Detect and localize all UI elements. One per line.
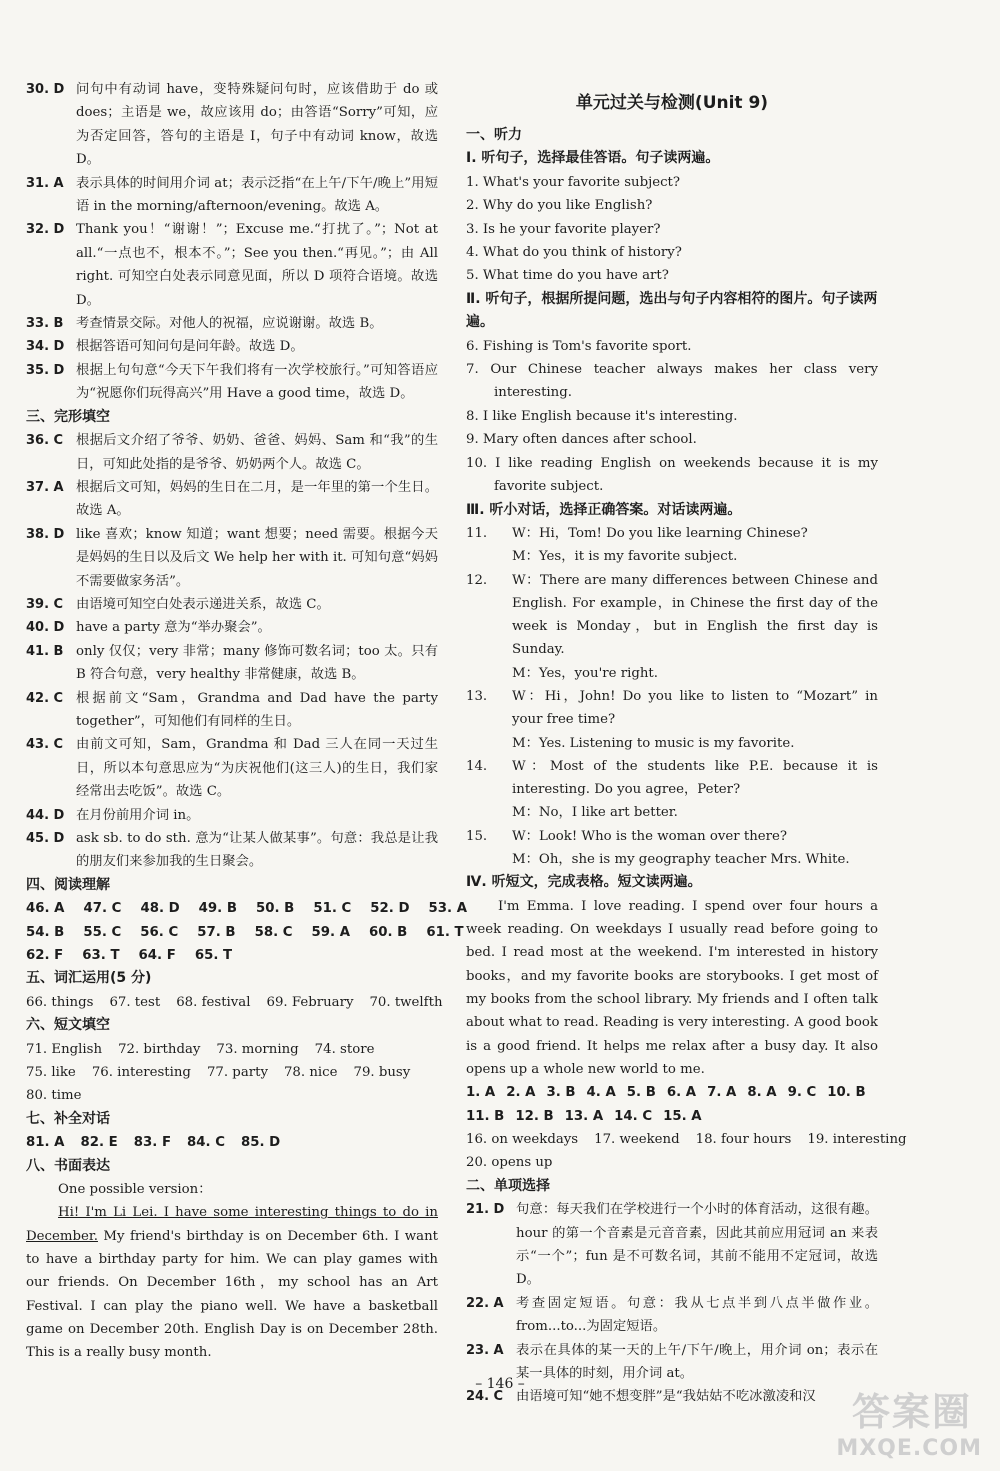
answer-cell: [370, 901, 409, 916]
answer-number: 31. A: [26, 175, 64, 191]
answer-item: [26, 312, 438, 335]
table-fill-answers: [466, 1128, 907, 1175]
answer-explanation: 根据上句句意“今天下午我们将有一次学校旅行。”可知答语应为“祝愿你们玩得高兴”用 Have a good time，故选 D。: [76, 362, 438, 402]
essay-intro: One possible version：: [58, 1182, 212, 1198]
answer-explanation: 在月份前用介词 in。: [76, 807, 200, 823]
answer-explanation: 根据前文“Sam，Grandma and Dad have the party together”，可知他们有同样的生日。: [76, 690, 438, 729]
answer-cell: 17. weekend: [594, 1131, 680, 1147]
answer-row: [26, 1131, 438, 1154]
answer-cell: [140, 901, 179, 916]
answer-cell-text: 50. B: [256, 901, 295, 917]
answer-cell: [312, 925, 350, 940]
answer-number: 34. D: [26, 339, 65, 355]
part2-sentences: [466, 335, 878, 499]
answer-cell: [197, 925, 235, 940]
answer-cell-text: 61. T: [426, 924, 464, 940]
answer-cell: [466, 1109, 504, 1124]
answer-explanation: 根据后文可知，妈妈的生日在二月，是一年里的第一个生日。故选 A。: [76, 479, 438, 519]
answer-cell-text: 7. A: [707, 1085, 737, 1101]
part3-heading: Ⅲ. 听小对话，选择正确答案。对话读两遍。: [466, 501, 742, 518]
answers-36-45: [26, 429, 438, 874]
dialog-number: 11.: [466, 525, 488, 541]
answer-explanation: like 喜欢；know 知道；want 想要；need 需要。根据今天是妈妈的生日以及后文 We help her with it. 可知句意“妈妈不需要做家务活”。: [76, 526, 438, 589]
answer-cell: [313, 901, 351, 916]
answer-cell-text: 1. A: [466, 1085, 496, 1101]
answer-item: [26, 687, 438, 734]
listening-passage: I'm Emma. I love reading. I spend over four hours a week reading. On weekdays I usually read before going to bed. I read most at the weekend. I'm interested in history books，and my favorite books are storybooks. I get most of my books from the school library. My friends and I often talk about what to read. Reading is very interesting. A good book is a good friend. It helps me relax after a busy day. It also opens up a whole new world to me.: [466, 898, 878, 1077]
answer-cell: 73. morning: [216, 1041, 299, 1057]
answer-cell-text: 54. B: [26, 924, 65, 940]
answer-cell: [546, 1085, 575, 1100]
answer-cell: [134, 1135, 171, 1150]
answer-cell-text: 49. B: [198, 901, 237, 917]
answer-explanation: 问句中有动词 have，变特殊疑问句时，应该借助于 do 或does；主语是 we，故应该用 do；由答语“Sorry”可知，应为否定回答，答句的主语是 I，句子中有动词 know，故选 D。: [76, 82, 438, 168]
answer-cell: [515, 1109, 553, 1124]
answer-cell: [255, 925, 293, 940]
answer-item: [466, 1292, 878, 1339]
answer-cell-text: 64. F: [138, 948, 176, 964]
answer-cell: 18. four hours: [695, 1131, 792, 1147]
answer-cell: [614, 1109, 652, 1124]
answer-cell: [26, 948, 63, 963]
answer-item: [26, 827, 438, 874]
answer-cell: [241, 1135, 280, 1150]
answer-cell: 16. on weekdays: [466, 1131, 579, 1147]
answer-cell: 66. things: [26, 994, 94, 1010]
answer-explanation: 根据答语可知问句是问年龄。故选 D。: [76, 339, 304, 355]
dialog-item: [466, 522, 878, 569]
answer-cell: 72. birthday: [118, 1041, 201, 1057]
answer-cell: 75. like: [26, 1065, 76, 1081]
answer-cell: [83, 925, 121, 940]
answer-item: [26, 523, 438, 593]
answer-explanation: 表示在具体的某一天的上午/下午/晚上，用介词 on；表示在某一具体的时刻，用介词 at。: [516, 1342, 878, 1382]
answer-cell: [140, 925, 178, 940]
answer-number: 33. B: [26, 316, 64, 332]
section-vocab-heading: 五、词汇运用(5 分): [26, 970, 152, 987]
answer-item: [26, 476, 438, 523]
dialog-woman-line: W：Most of the students like P.E. because it is interesting. Do you agree，Peter?: [512, 758, 878, 798]
answer-row: [26, 991, 443, 1014]
answer-cell: [82, 948, 119, 963]
answer-cell-text: 63. T: [82, 948, 120, 964]
answer-item: [466, 1198, 878, 1292]
answer-explanation: 由前文可知，Sam，Grandma 和 Dad 三人在同一天过生日，所以本句意思应为“为庆祝他们(这三人)的生日，我们家经常出去吃饭”。故选 C。: [76, 737, 438, 800]
dialog-number: 12.: [466, 572, 488, 588]
answer-explanation: 考查固定短语。句意：我从七点半到八点半做作业。from...to...为固定短语。: [516, 1295, 878, 1335]
answer-cell: [506, 1085, 535, 1100]
answer-number: 37. A: [26, 479, 64, 495]
section-passage-fill-heading: 六、短文填空: [26, 1017, 110, 1034]
answer-cell-text: 56. C: [140, 924, 179, 940]
answer-cell-text: 14. C: [614, 1108, 653, 1124]
answer-number: 30. D: [26, 82, 65, 97]
answer-explanation: 表示具体的时间用介词 at；表示泛指“在上午/下午/晚上”用短语 in the morning/afternoon/evening。故选 A。: [76, 175, 438, 215]
answer-cell: 70. twelfth: [369, 994, 443, 1010]
answer-cell-text: 12. B: [515, 1108, 554, 1124]
answer-cell: [369, 925, 407, 940]
reading-answers: [26, 897, 467, 967]
answer-item: [26, 429, 438, 476]
sentence-item: 10. I like reading English on weekends because it is my favorite subject.: [466, 455, 878, 495]
dialog-item: [466, 755, 878, 825]
answer-cell: [26, 901, 64, 916]
dialog-man-line: M：Yes，it is my favorite subject.: [512, 549, 738, 565]
answer-item: [26, 593, 438, 616]
sentence-item: 8. I like English because it's interesting.: [466, 408, 738, 424]
answer-number: 41. B: [26, 643, 64, 659]
answer-cell-text: 9. C: [787, 1085, 817, 1101]
answer-cell-text: 51. C: [313, 901, 352, 917]
section-dialog-heading: 七、补全对话: [26, 1110, 110, 1127]
answer-cell: [195, 948, 232, 963]
answer-item: [26, 804, 438, 827]
answer-number: 22. A: [466, 1295, 504, 1311]
answer-cell: 20. opens up: [466, 1155, 553, 1171]
dialog-number: 13.: [466, 688, 488, 704]
answer-cell: 80. time: [26, 1088, 82, 1104]
answer-cell: [565, 1109, 603, 1124]
answer-explanation: 根据后文介绍了爷爷、奶奶、爸爸、妈妈、Sam 和“我”的生日，可知此处指的是爷爷、奶奶两个人。故选 C。: [76, 433, 438, 472]
answer-cell: [199, 901, 237, 916]
answer-row: [26, 897, 467, 920]
answer-item: [26, 78, 438, 172]
answer-row: [466, 1151, 878, 1174]
sentence-item: 1. What's your favorite subject?: [466, 174, 681, 190]
answer-row: [26, 1084, 438, 1107]
answer-cell-text: 46. A: [26, 901, 65, 917]
answer-item: [26, 733, 438, 803]
left-column: [26, 78, 467, 1364]
answer-cell: 79. busy: [353, 1065, 411, 1081]
answer-item: [26, 172, 438, 219]
answer-explanation: 由语境可知空白处表示递进关系，故选 C。: [76, 596, 330, 612]
answer-cell-text: 8. A: [747, 1085, 777, 1101]
answer-item: [26, 335, 438, 358]
answer-cell: [663, 1109, 701, 1124]
answer-number: 39. C: [26, 596, 64, 612]
page-number: – 146 –: [475, 1376, 525, 1392]
answer-cell-text: 65. T: [194, 948, 233, 964]
answer-cell-text: 4. A: [586, 1085, 616, 1101]
vocab-answers: [26, 991, 443, 1014]
answer-cell-text: 81. A: [26, 1135, 65, 1151]
dialog-woman-line: W：Look! Who is the woman over there?: [512, 828, 788, 844]
answer-cell: 67. test: [109, 994, 161, 1010]
dialog-number: 15.: [466, 828, 488, 844]
answer-cell-text: 47. C: [83, 901, 122, 917]
answer-cell: 74. store: [314, 1041, 375, 1057]
answer-cell-text: 85. D: [241, 1135, 281, 1151]
dialog-number: 14.: [466, 758, 488, 774]
answer-cell: [80, 1135, 117, 1150]
answer-cell-text: 5. B: [626, 1085, 656, 1101]
sentence-item: 5. What time do you have art?: [466, 268, 669, 284]
part3-dialogs: [466, 522, 878, 871]
dialog-man-line: M：Yes. Listening to music is my favorite.: [512, 735, 795, 751]
answer-number: 45. D: [26, 831, 65, 846]
section-reading-heading: 四、阅读理解: [26, 876, 110, 893]
answer-cell: 78. nice: [283, 1065, 338, 1081]
sentence-item: 9. Mary often dances after school.: [466, 432, 697, 448]
answer-number: 40. D: [26, 620, 65, 636]
answer-number: 44. D: [26, 807, 65, 823]
right-column: [466, 78, 907, 1409]
answer-cell-text: 60. B: [369, 924, 408, 940]
dialog-woman-line: W：Hi，Tom! Do you like learning Chinese?: [512, 525, 808, 541]
answer-cell: [256, 901, 294, 916]
answer-explanation: Thank you！“谢谢！”；Excuse me.“打扰了。”；Not at all.“一点也不，根本不。”；See you then.“再见。”；由 All right. 可知空白处表示同意见面，所以 D 项符合语境。故选 D。: [76, 222, 438, 308]
answer-cell-text: 83. F: [133, 1135, 172, 1151]
answer-row: [26, 1061, 438, 1084]
sentence-item: 3. Is he your favorite player?: [466, 221, 661, 237]
answer-cell: [827, 1085, 865, 1100]
answer-number: 43. C: [26, 737, 64, 753]
section-listening-heading: 一、听力: [466, 127, 522, 143]
answer-cell-text: 55. C: [83, 924, 122, 940]
answer-number: 32. D: [26, 222, 65, 238]
answer-cell: [627, 1085, 656, 1100]
part1-heading: Ⅰ. 听句子，选择最佳答语。句子读两遍。: [466, 150, 720, 167]
answer-cell: [83, 901, 121, 916]
answer-row: [466, 1128, 907, 1151]
answer-item: [26, 218, 438, 312]
sentence-item: 2. Why do you like English?: [466, 198, 653, 214]
answer-explanation: ask sb. to do sth. 意为“让某人做某事”。句意：我总是让我的朋友们来参加我的生日聚会。: [76, 831, 438, 870]
answer-cell: 71. English: [26, 1041, 103, 1057]
answer-number: 38. D: [26, 526, 65, 542]
essay-rest: My friend's birthday is on December 6th. I want to have a birthday party for him. We can play games with our friends. On December 16th，my school has an Art Festival. I can play the piano well. We have a basketball game on December 20th. English Day is on December 28th. This is a really busy month.: [26, 1228, 438, 1361]
dialog-woman-line: W：Hi，John! Do you like to listen to “Mozart” in your free time?: [512, 688, 878, 728]
answer-cell: [26, 925, 64, 940]
passage-fill-answers: [26, 1038, 438, 1108]
answer-cell-text: 2. A: [506, 1085, 536, 1101]
dialog-man-line: M：No，I like art better.: [512, 805, 678, 821]
answer-cell-text: 6. A: [666, 1085, 697, 1101]
answer-cell-text: 84. C: [187, 1135, 225, 1151]
answer-explanation: only 仅仅；very 非常；many 修饰可数名词；too 太。只有 B 符合句意，very healthy 非常健康，故选 B。: [76, 643, 438, 683]
answer-cell: [707, 1085, 736, 1100]
answer-cell-text: 59. A: [311, 924, 350, 940]
answer-cell: [667, 1085, 696, 1100]
answer-row: [466, 1081, 878, 1104]
dialog-item: [466, 569, 878, 685]
sentence-item: 4. What do you think of history?: [466, 245, 682, 261]
listening-answers: [466, 1081, 878, 1128]
answer-cell: [187, 1135, 225, 1150]
answer-item: [26, 640, 438, 687]
section-multiple-choice-heading: 二、单项选择: [466, 1177, 550, 1194]
answer-cell-text: 48. D: [140, 901, 180, 917]
answer-cell-text: 10. B: [827, 1085, 866, 1101]
watermark-url: MXQE.COM: [836, 1436, 982, 1461]
answer-number: 35. D: [26, 362, 65, 378]
answer-row: [466, 1105, 878, 1128]
answer-cell-text: 57. B: [197, 924, 236, 940]
dialog-man-line: M：Oh，she is my geography teacher Mrs. White.: [512, 852, 850, 868]
answer-explanation: 由语境可知“她不想变胖”是“我姑姑不吃冰激凌和汉: [516, 1389, 816, 1405]
answer-row: [26, 921, 464, 944]
dialog-woman-line: W：There are many differences between Chinese and English. For example，in Chinese the first day of the week is Monday，but in English the first day is Sunday.: [512, 572, 878, 658]
sentence-item: 6. Fishing is Tom's favorite sport.: [466, 338, 692, 354]
answer-cell-text: 82. E: [80, 1135, 118, 1151]
answer-cell-text: 15. A: [663, 1108, 702, 1124]
dialog-answers: [26, 1131, 438, 1154]
answers-30-35: [26, 78, 438, 406]
dialog-item: [466, 685, 878, 755]
answer-cell: 68. festival: [176, 994, 251, 1010]
unit-title: 单元过关与检测(Unit 9): [575, 93, 769, 113]
section-writing-heading: 八、书面表达: [26, 1157, 110, 1174]
answer-cell: [587, 1085, 616, 1100]
watermark-text: 答案圈: [851, 1390, 972, 1434]
answer-cell: [139, 948, 176, 963]
answer-item: [26, 359, 438, 406]
answer-cell: [466, 1085, 495, 1100]
answer-cell: [426, 925, 463, 940]
answer-cell: 77. party: [206, 1065, 268, 1081]
answer-cell: 69. February: [266, 994, 354, 1010]
answer-cell-text: 58. C: [254, 924, 293, 940]
answer-number: 42. C: [26, 690, 64, 706]
part1-sentences: [466, 171, 878, 288]
answer-cell-text: 3. B: [546, 1085, 576, 1101]
answer-item: [26, 616, 438, 639]
answer-cell-text: 52. D: [370, 901, 410, 917]
answer-cell-text: 13. A: [564, 1108, 604, 1124]
answer-explanation: have a party 意为“举办聚会”。: [76, 620, 271, 636]
answer-cell: [26, 1135, 64, 1150]
essay-text: [26, 1201, 438, 1364]
answer-cell: 19. interesting: [807, 1131, 907, 1147]
answer-row: [26, 1038, 438, 1061]
dialog-item: [466, 825, 878, 872]
answer-explanation: 考查情景交际。对他人的祝福，应说谢谢。故选 B。: [76, 316, 383, 332]
sentence-item: 7. Our Chinese teacher always makes her class very interesting.: [466, 362, 878, 401]
answer-number: 24. C: [466, 1389, 504, 1405]
dialog-man-line: M：Yes，you're right.: [512, 665, 658, 681]
answer-cell-text: 11. B: [466, 1108, 505, 1124]
answer-explanation: 句意：每天我们在学校进行一个小时的体育活动，这很有趣。hour 的第一个音素是元音音素，因此其前应用冠词 an 来表示“一个”；fun 是不可数名词，其前不能用不定冠词，故选 D。: [516, 1202, 878, 1288]
answer-number: 36. C: [26, 433, 64, 449]
answer-cell: [788, 1085, 817, 1100]
part4-heading: Ⅳ. 听短文，完成表格。短文读两遍。: [466, 874, 702, 891]
answer-number: 21. D: [466, 1202, 505, 1218]
answer-cell-text: 62. F: [26, 948, 64, 964]
answer-cell: [747, 1085, 776, 1100]
answer-row: [26, 944, 438, 967]
part2-heading: Ⅱ. 听句子，根据所提问题，选出与句子内容相符的图片。句子读两遍。: [466, 290, 878, 331]
answer-cell: [429, 901, 467, 916]
answer-cell-text: 53. A: [428, 901, 467, 917]
answer-cell: 76. interesting: [91, 1065, 191, 1081]
watermark-logo: [806, 1381, 982, 1461]
section-cloze-heading: 三、完形填空: [26, 408, 110, 425]
essay-underlined: Hi! I'm Li Lei. I have some interesting things to do in December.: [26, 1205, 438, 1244]
answer-number: 23. A: [466, 1342, 504, 1358]
